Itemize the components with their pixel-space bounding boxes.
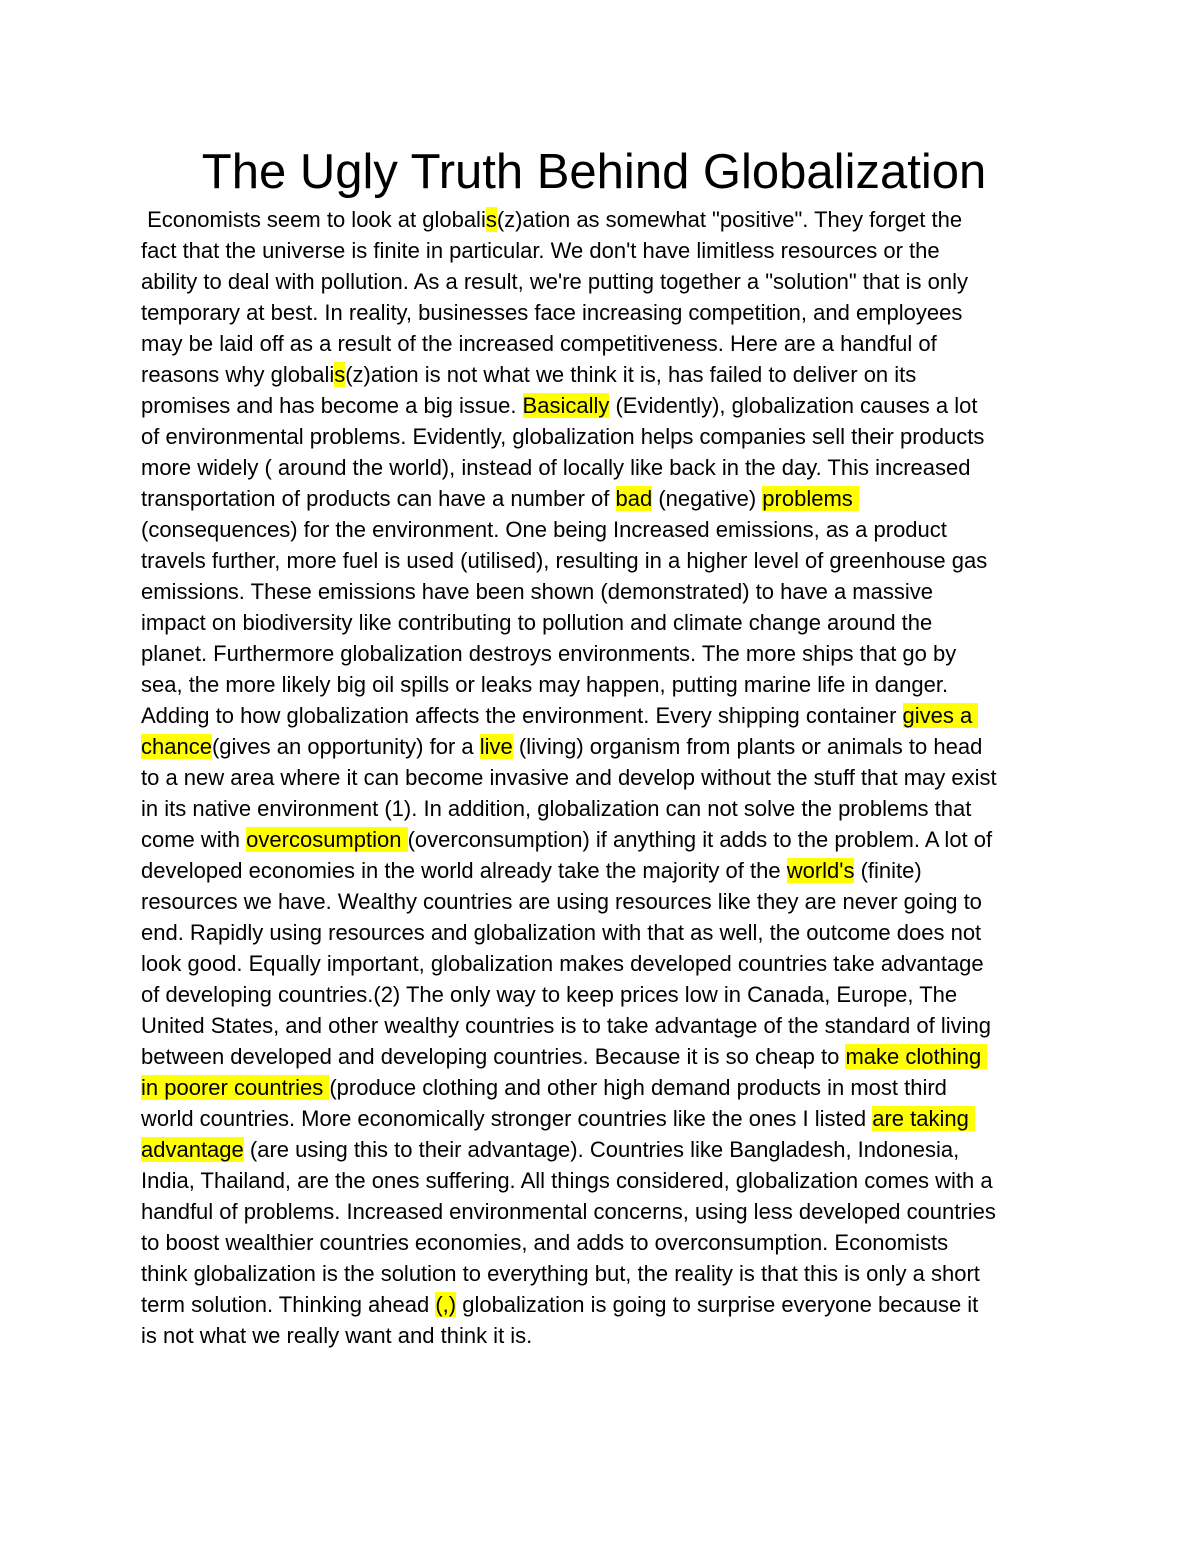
text-segment: (gives an opportunity) for a — [211, 734, 480, 759]
text-segment: sea, the more likely big oil spills or leaks may happen, putting marine life in danger. — [141, 672, 949, 697]
highlighted-text: gives a — [902, 703, 979, 728]
body-text-line — [141, 204, 997, 235]
body-text-line — [141, 545, 997, 576]
text-segment: (produce clothing and other high demand products in most third — [329, 1075, 947, 1100]
text-segment: of developing countries.(2) The only way to keep prices low in Canada, Europe, The — [141, 982, 958, 1007]
text-segment: travels further, more fuel is used (utilised), resulting in a higher level of greenhouse gas — [141, 548, 988, 573]
text-segment: (z)ation is not what we think it is, has failed to deliver on its — [345, 362, 917, 387]
text-segment: think globalization is the solution to everything but, the reality is that this is only a short — [141, 1261, 980, 1286]
body-text-line — [141, 1072, 997, 1103]
highlighted-text: live — [479, 734, 513, 759]
highlighted-text: overcosumption — [246, 827, 408, 852]
highlighted-text: problems — [762, 486, 859, 511]
text-segment: more widely ( around the world), instead of locally like back in the day. This increased — [141, 455, 971, 480]
body-text-line — [141, 607, 997, 638]
body-text-line — [141, 1041, 997, 1072]
text-segment: (consequences) for the environment. One being Increased emissions, as a product — [141, 517, 947, 542]
text-segment: planet. Furthermore globalization destroys environments. The more ships that go by — [141, 641, 957, 666]
body-text-line — [141, 1134, 997, 1165]
text-segment: (Evidently), globalization causes a lot — [609, 393, 978, 418]
body-text-line — [141, 793, 997, 824]
body-text-line — [141, 328, 997, 359]
text-segment: world countries. More economically stronger countries like the ones I listed — [141, 1106, 873, 1131]
highlighted-text: world's — [786, 858, 855, 883]
body-text-line — [141, 235, 997, 266]
text-segment: (finite) — [854, 858, 922, 883]
body-text-line — [141, 1289, 997, 1320]
body-text-line — [141, 483, 997, 514]
body-text-line — [141, 731, 997, 762]
body-text-line — [141, 917, 997, 948]
body-text-line — [141, 1165, 997, 1196]
text-segment: temporary at best. In reality, businesses face increasing competition, and employees — [141, 300, 963, 325]
highlighted-text: s — [334, 362, 346, 387]
body-text-line — [141, 638, 997, 669]
text-segment: may be laid off as a result of the increased competitiveness. Here are a handful of — [141, 331, 937, 356]
text-segment: India, Thailand, are the ones suffering. All things considered, globalization comes with a — [141, 1168, 993, 1193]
body-text-line — [141, 855, 997, 886]
body-text-line — [141, 1103, 997, 1134]
body-text-line — [141, 979, 997, 1010]
body-text-line — [141, 1196, 997, 1227]
text-segment: is not what we really want and think it is. — [141, 1323, 533, 1348]
highlighted-text: advantage — [141, 1137, 244, 1162]
body-text-line — [141, 514, 997, 545]
body-text-line — [141, 452, 997, 483]
text-segment: between developed and developing countries. Because it is so cheap to — [141, 1044, 846, 1069]
text-segment: transportation of products can have a number of — [141, 486, 616, 511]
body-text-line — [141, 297, 997, 328]
body-text-line — [141, 669, 997, 700]
body-text-line — [141, 1320, 997, 1351]
text-segment: end. Rapidly using resources and globalization with that as well, the outcome does not — [141, 920, 982, 945]
text-segment: in its native environment (1). In addition, globalization can not solve the problems that — [141, 796, 972, 821]
text-segment: ability to deal with pollution. As a result, we're putting together a "solution" that is only — [141, 269, 968, 294]
text-segment: impact on biodiversity like contributing to pollution and climate change around the — [141, 610, 933, 635]
body-text-line — [141, 1010, 997, 1041]
text-segment: handful of problems. Increased environmental concerns, using less developed countries — [141, 1199, 996, 1224]
text-segment: to boost wealthier countries economies, and adds to overconsumption. Economists — [141, 1230, 949, 1255]
highlighted-text: chance — [141, 734, 212, 759]
text-segment: look good. Equally important, globalization makes developed countries take advantage — [141, 951, 984, 976]
text-segment: developed economies in the world already take the majority of the — [141, 858, 787, 883]
text-segment: come with — [141, 827, 247, 852]
text-segment: to a new area where it can become invasive and develop without the stuff that may exist — [141, 765, 997, 790]
highlighted-text: in poorer countries — [141, 1075, 330, 1100]
text-segment: globalization is going to surprise everyone because it — [456, 1292, 979, 1317]
highlighted-text: make clothing — [845, 1044, 988, 1069]
body-text-line — [141, 421, 997, 452]
text-segment: term solution. Thinking ahead — [141, 1292, 436, 1317]
body-text-line — [141, 886, 997, 917]
body-text-line — [141, 762, 997, 793]
highlighted-text: (,) — [435, 1292, 457, 1317]
text-segment: (are using this to their advantage). Countries like Bangladesh, Indonesia, — [243, 1137, 960, 1162]
text-segment: Economists seem to look at globali — [141, 207, 486, 232]
text-segment: reasons why globali — [141, 362, 335, 387]
text-segment: emissions. These emissions have been shown (demonstrated) to have a massive — [141, 579, 933, 604]
body-text-line — [141, 390, 997, 421]
essay-body — [141, 204, 997, 1351]
text-segment: fact that the universe is finite in particular. We don't have limitless resources or the — [141, 238, 940, 263]
body-text-line — [141, 948, 997, 979]
body-text-line — [141, 266, 997, 297]
body-text-line — [141, 359, 997, 390]
text-segment: United States, and other wealthy countries is to take advantage of the standard of living — [141, 1013, 991, 1038]
text-segment: resources we have. Wealthy countries are using resources like they are never going to — [141, 889, 982, 914]
highlighted-text: are taking — [872, 1106, 975, 1131]
body-text-line — [141, 700, 997, 731]
body-text-line — [141, 824, 997, 855]
text-segment: (living) organism from plants or animals to head — [512, 734, 983, 759]
body-text-line — [141, 1258, 997, 1289]
highlighted-text: bad — [615, 486, 653, 511]
text-segment: (negative) — [652, 486, 763, 511]
body-text-line — [141, 1227, 997, 1258]
text-segment: promises and has become a big issue. — [141, 393, 523, 418]
highlighted-text: Basically — [522, 393, 610, 418]
text-segment: (overconsumption) if anything it adds to the problem. A lot of — [407, 827, 993, 852]
text-segment: (z)ation as somewhat "positive". They forget the — [496, 207, 963, 232]
highlighted-text: s — [485, 207, 497, 232]
text-segment: of environmental problems. Evidently, globalization helps companies sell their products — [141, 424, 985, 449]
body-text-line — [141, 576, 997, 607]
text-segment: Adding to how globalization affects the environment. Every shipping container — [141, 703, 903, 728]
document-title: The Ugly Truth Behind Globalization — [201, 145, 987, 199]
